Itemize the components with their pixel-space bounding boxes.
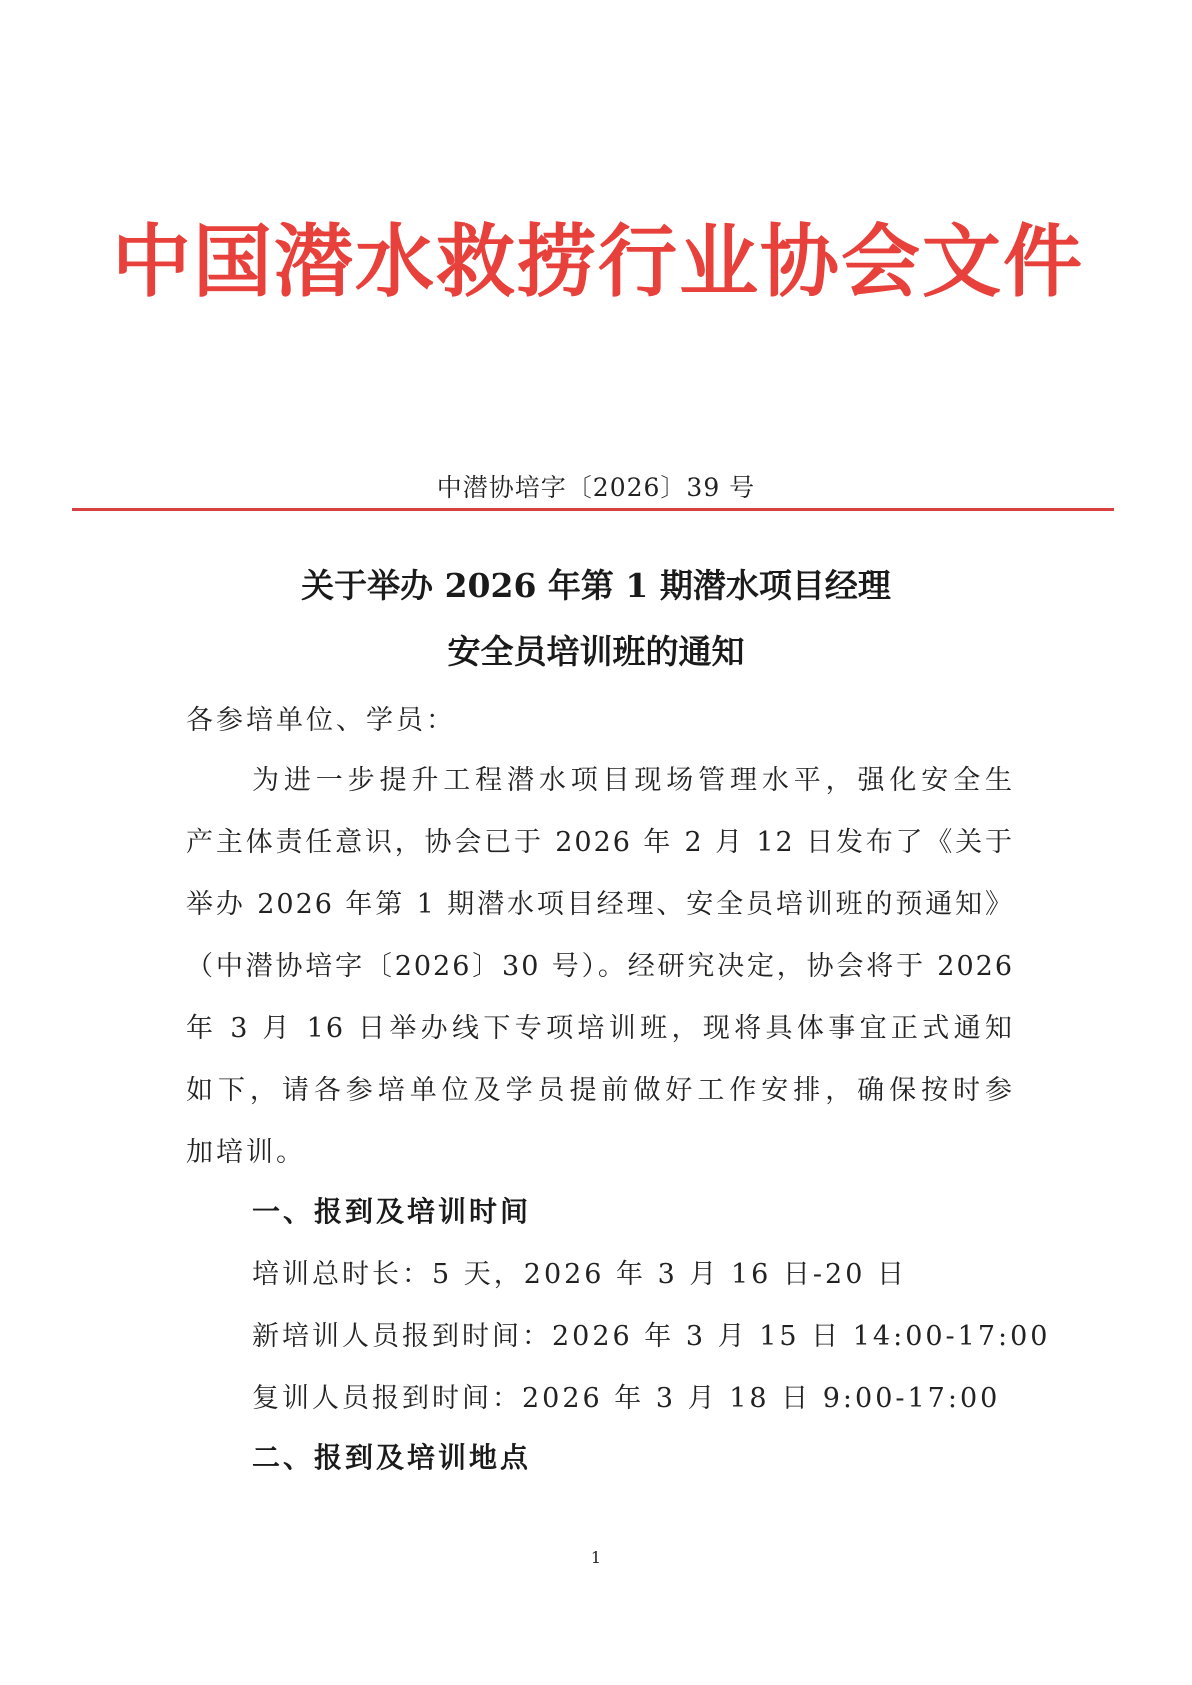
page-number: 1	[590, 1548, 602, 1567]
new-trainee-checkin-time: 新培训人员报到时间：2026 年 3 月 15 日 14:00-17:00	[252, 1321, 1051, 1352]
intro-line-3: 举办 2026 年第 1 期潜水项目经理、安全员培训班的预通知》	[186, 889, 1014, 920]
salutation: 各参培单位、学员：	[186, 705, 456, 736]
masthead-title: 中国潜水救捞行业协会文件	[112, 215, 1084, 308]
red-divider-rule	[72, 508, 1114, 511]
notice-title-line-2: 安全员培训班的通知	[447, 632, 745, 671]
intro-line-7: 加培训。	[186, 1137, 306, 1168]
intro-line-5: 年 3 月 16 日举办线下专项培训班，现将具体事宜正式通知	[186, 1013, 1014, 1044]
intro-line-1: 为进一步提升工程潜水项目现场管理水平，强化安全生	[252, 765, 1014, 796]
training-duration: 培训总时长：5 天，2026 年 3 月 16 日-20 日	[252, 1259, 907, 1290]
intro-line-6: 如下，请各参培单位及学员提前做好工作安排，确保按时参	[186, 1075, 1014, 1106]
intro-line-2: 产主体责任意识，协会已于 2026 年 2 月 12 日发布了《关于	[186, 827, 1014, 858]
retrainee-checkin-time: 复训人员报到时间：2026 年 3 月 18 日 9:00-17:00	[252, 1383, 1001, 1414]
intro-line-4: （中潜协培字〔2026〕30 号）。经研究决定，协会将于 2026	[186, 951, 1014, 982]
notice-title-line-1: 关于举办 2026 年第 1 期潜水项目经理	[301, 566, 891, 605]
section-heading-location: 二、报到及培训地点	[252, 1441, 532, 1474]
document-number: 中潜协培字〔2026〕39 号	[436, 473, 756, 502]
section-heading-time: 一、报到及培训时间	[252, 1195, 532, 1228]
